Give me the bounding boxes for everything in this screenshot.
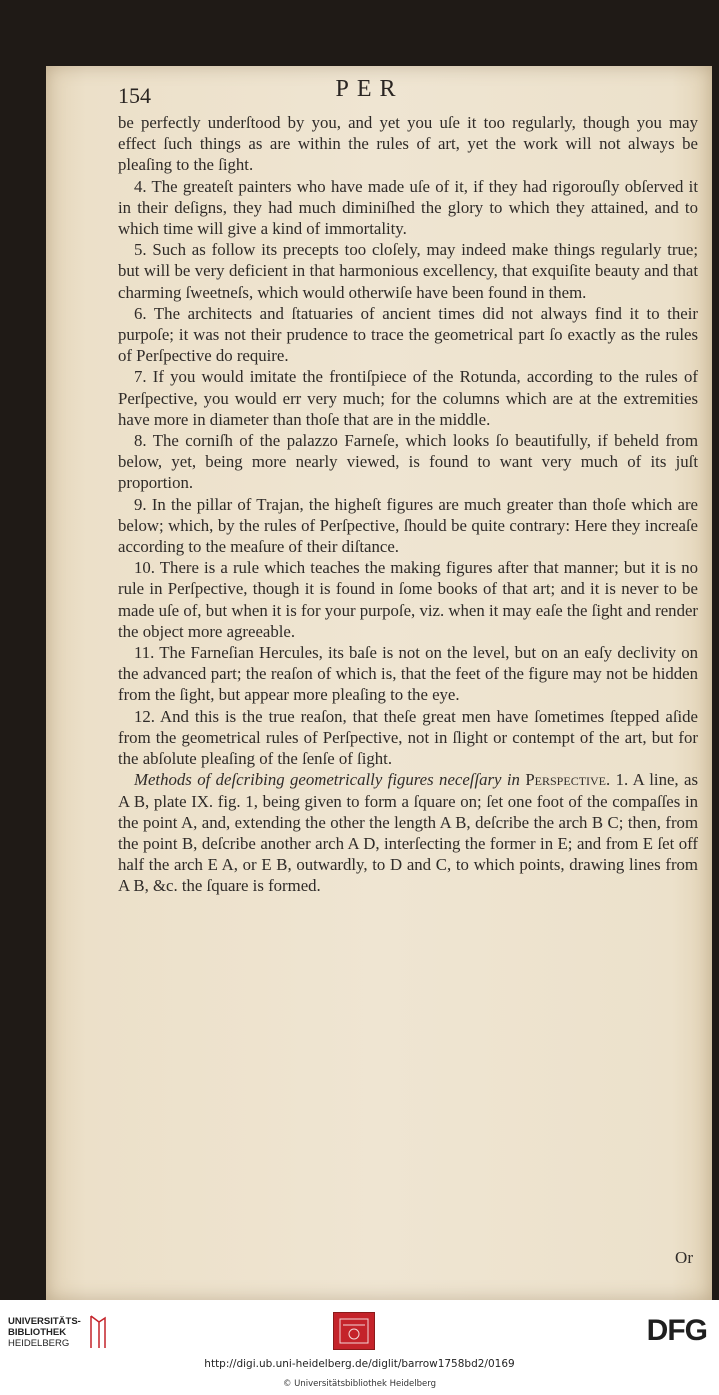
- paragraph: 5. Such as follow its precepts too cloſely, may indeed make things regularly true; but will be very deficient in that harmonious excellency, that exquiſite beauty and that charming ſweetneſs, which would otherwiſe have been found in them.: [118, 240, 698, 302]
- library-line: UNIVERSITÄTS-: [8, 1315, 81, 1327]
- source-url[interactable]: http://digi.ub.uni-heidelberg.de/diglit/barrow1758bd2/0169: [204, 1358, 515, 1370]
- copyright: © Universitätsbibliothek Heidelberg: [282, 1379, 436, 1389]
- page-number: 154: [118, 83, 151, 108]
- paragraph: 10. There is a rule which teaches the making figures after that manner; but it is no rule in Perſpective, though it is found in ſome books of that art; and it is never to be made uſe of, but when it is for your purpoſe, viz. when it may eaſe the ſight and render the object more agreeable.: [118, 558, 698, 641]
- library-mark-icon: [87, 1314, 109, 1350]
- paragraph: 8. The corniſh of the palazzo Farneſe, which looks ſo beautifully, if beheld from below, yet, being more nearly viewed, is found to want very much of its juſt proportion.: [118, 431, 698, 493]
- methods-heading: Methods of deſcribing geometrically figures neceſſary in: [134, 770, 520, 790]
- paragraph: 11. The Farneſian Hercules, its baſe is not on the level, but on an eaſy declivity on the advanced part; the reaſon of which is, that the feet of the figure may not be hidden from the ſight, but appear more pleaſing to the eye.: [118, 643, 698, 705]
- heidelberg-seal-icon[interactable]: [333, 1312, 375, 1350]
- paragraph: 6. The architects and ſtatuaries of ancient times did not always find it to their purpoſe; it was not their prudence to trace the geometrical part ſo exactly as the rules of Perſpective do require.: [118, 303, 698, 366]
- methods-paragraph: [118, 769, 698, 896]
- library-line: HEIDELBERG: [8, 1337, 70, 1349]
- methods-text: 1. A line, as A B, plate IX. fig. 1, being given to form a ſquare on; ſet one foot of the compaſſes in the point A, and, extending the other the length A B, deſcribe the arch B C; then, from the point B, deſcribe another arch A D, interſecting the former in E; and from E ſet off half the arch E A, or E B, outwardly, to D and C, to which points, drawing lines from A B, &c. the ſquare is formed.: [118, 770, 699, 896]
- paragraph: 7. If you would imitate the frontiſpiece of the Rotunda, according to the rules of Perſpective, you would err very much; for the columns which are at the extremities have more in diameter than thoſe that are in the middle.: [118, 367, 698, 429]
- paragraph: 9. In the pillar of Trajan, the higheſt figures are much greater than thoſe which are below; which, by the rules of Perſpective, ſhould be quite contrary: Here they increaſe according to the meaſure of their diſtance.: [118, 494, 698, 557]
- footer: [0, 1300, 719, 1395]
- dfg-logo[interactable]: DFG: [646, 1314, 707, 1347]
- seal-graphic: [334, 1313, 374, 1349]
- methods-heading-caps: Perspective.: [525, 770, 611, 790]
- library-line: BIBLIOTHEK: [8, 1326, 67, 1338]
- page-text: [118, 112, 698, 897]
- library-name: [8, 1316, 81, 1349]
- paragraph: be perfectly underſtood by you, and yet you uſe it too regularly, though you may effect ſuch things as are within the rules of art, yet the work will not always be pleaſing to the ſight.: [118, 113, 698, 175]
- running-head: PER: [335, 76, 404, 102]
- catchword: Or: [675, 1248, 693, 1267]
- paragraph: 4. The greateſt painters who have made uſe of it, if they had rigorouſly obſerved it in their deſigns, they had much diminiſhed the glory to which they attained, and to which time will give a kind of immortality.: [118, 176, 698, 239]
- library-logo[interactable]: [8, 1314, 109, 1350]
- paragraph: 12. And this is the true reaſon, that theſe great men have ſometimes ſtepped aſide from the geometrical rules of Perſpective, not in ſlight or contempt of the art, but for the abſolute pleaſing of the ſenſe of ſight.: [118, 706, 698, 769]
